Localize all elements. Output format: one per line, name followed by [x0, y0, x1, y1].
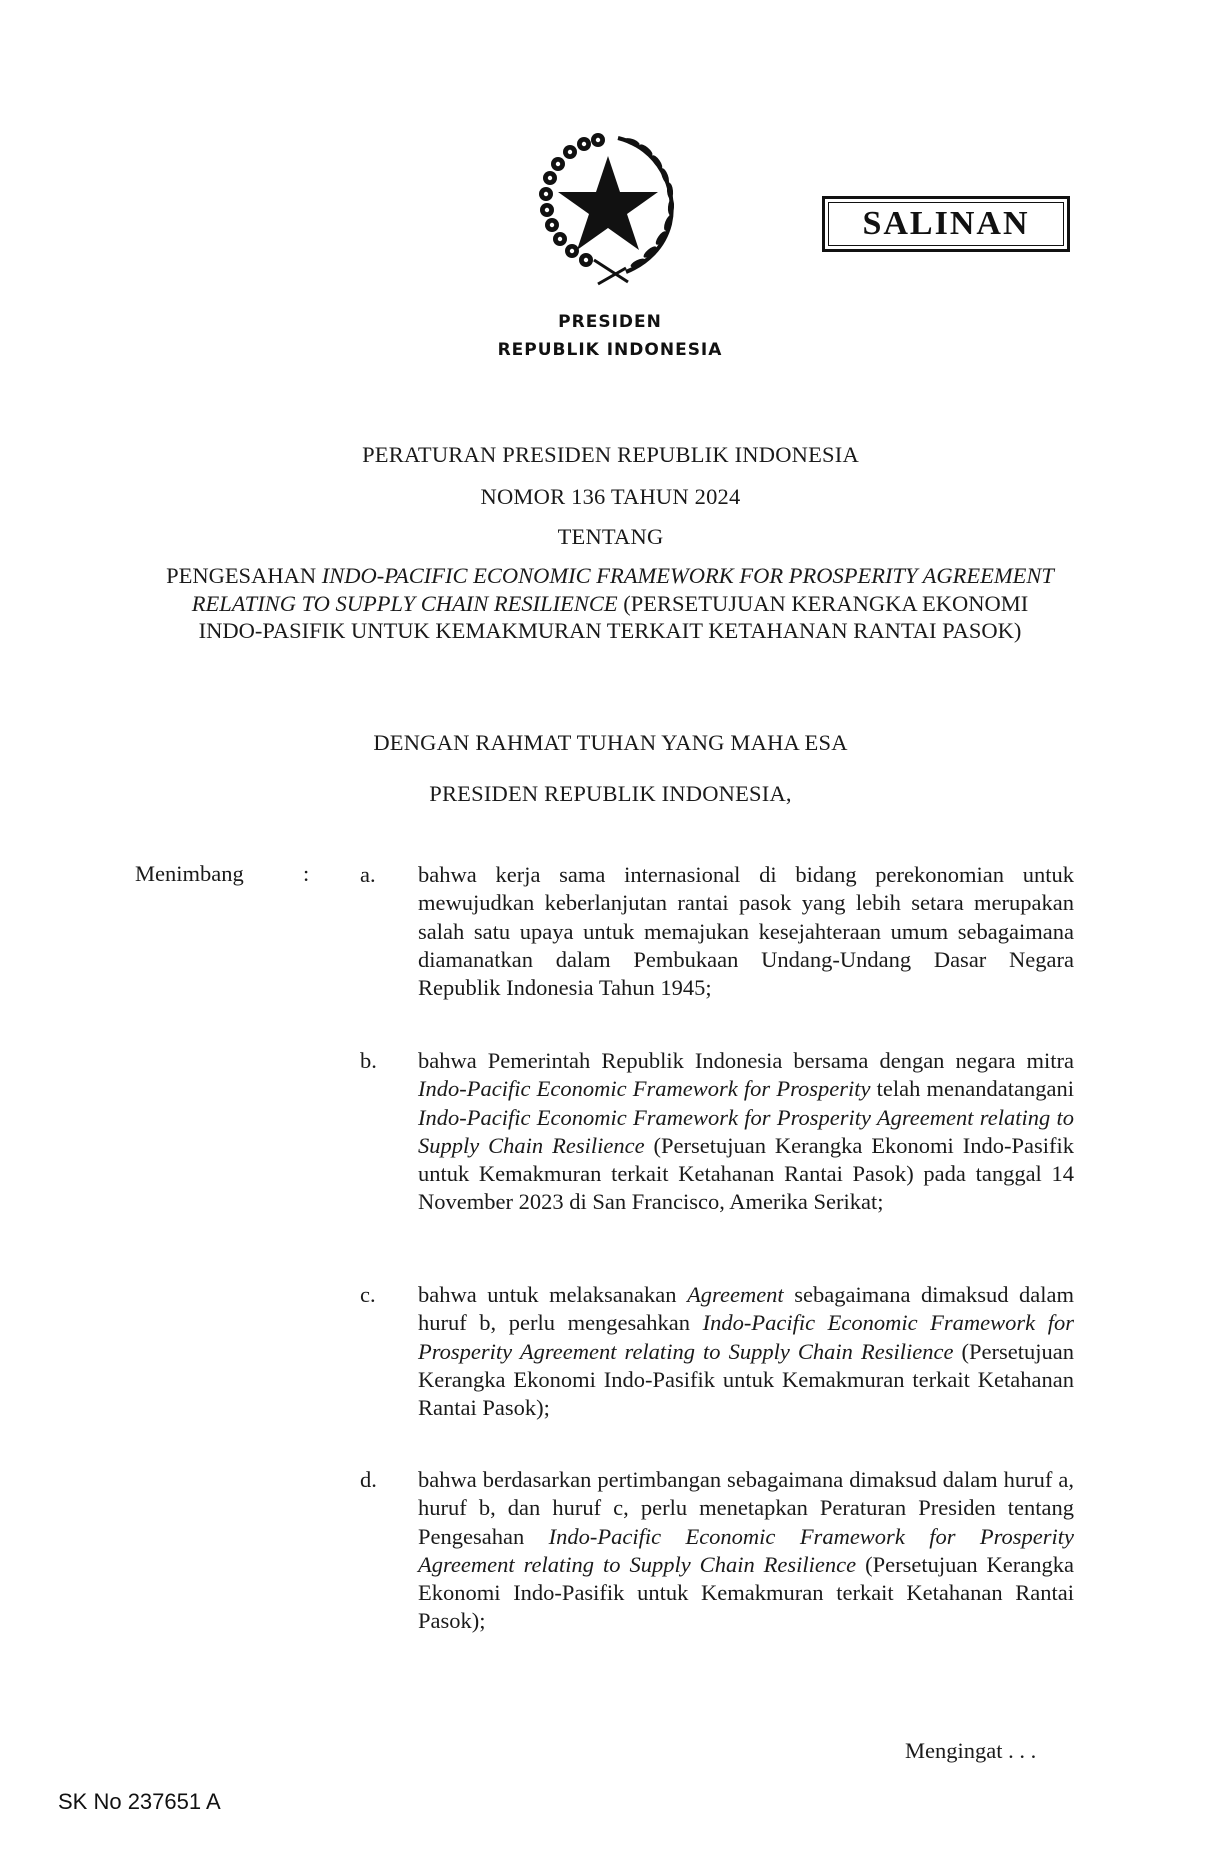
item-body	[418, 861, 1074, 1002]
menimbang-item-c	[360, 1281, 1074, 1422]
item-letter: b.	[360, 1048, 377, 1073]
text-run: (Persetujuan Kerangka Ekonomi Indo-Pasifik untuk Kemakmuran terkait Ketahanan Rantai Pasok);	[418, 1338, 1074, 1421]
title-prefix: PENGESAHAN	[166, 563, 322, 588]
item-letter: d.	[360, 1467, 377, 1492]
star-wreath-icon	[528, 128, 688, 288]
text-run: (Persetujuan Kerangka Ekonomi Indo-Pasifik untuk Kemakmuran terkait Ketahanan Rantai Pasok);	[418, 1551, 1074, 1634]
text-run: bahwa untuk melaksanakan	[418, 1282, 688, 1307]
menimbang-colon: :	[303, 861, 310, 886]
text-run: (Persetujuan Kerangka Ekonomi Indo-Pasifik untuk Kemakmuran terkait Ketahanan Rantai Pasok) pada tanggal 14 November 2023 di San Francisco, Amerika Serikat;	[418, 1132, 1074, 1215]
tentang-label: TENTANG	[557, 524, 664, 549]
text-run: bahwa berdasarkan pertimbangan sebagaimana dimaksud dalam huruf a, huruf b, dan huruf c, perlu menetapkan Peraturan Presiden tentang Pengesahan	[418, 1467, 1074, 1549]
text-run: bahwa kerja sama internasional di bidang perekonomian untuk mewujudkan keberlanjutan rantai pasok yang lebih setara merupakan salah satu upaya untuk memajukan kesejahteraan umum sebagaimana diamanatkan dalam Pembukaan Undang-Undang Dasar Negara Republik Indonesia Tahun 1945;	[418, 862, 1074, 1001]
italic-term: Indo-Pacific Economic Framework for Prosperity Agreement relating to Supply Chain Resilience	[418, 1104, 1074, 1158]
menimbang-label: Menimbang	[135, 861, 244, 886]
menimbang-item-d	[360, 1466, 1074, 1636]
title-suffix: (PERSETUJUAN KERANGKA EKONOMI INDO-PASIFIK UNTUK KEMAKMURAN TERKAIT KETAHANAN RANTAI PASOK)	[198, 590, 1029, 643]
italic-term: Agreement	[687, 1282, 784, 1307]
text-run: telah menandatangani	[870, 1076, 1074, 1102]
item-body	[418, 1047, 1074, 1217]
item-letter: a.	[360, 862, 376, 887]
menimbang-item-a	[360, 861, 1074, 1002]
italic-term: Indo-Pacific Economic Framework for Prosperity	[418, 1076, 871, 1102]
text-run: sebagaimana dimaksud dalam huruf b, perlu mengesahkan	[418, 1282, 1074, 1336]
italic-term: Indo-Pacific Economic Framework for Prosperity Agreement relating to Supply Chain Resilience	[418, 1523, 1074, 1577]
presidential-emblem-icon	[528, 128, 688, 288]
item-body	[418, 1466, 1074, 1636]
authority: PRESIDEN REPUBLIK INDONESIA,	[429, 781, 792, 806]
title-italic-english: INDO-PACIFIC ECONOMIC FRAMEWORK FOR PROSPERITY AGREEMENT RELATING TO SUPPLY CHAIN RESILIENCE	[191, 563, 1054, 616]
emblem-caption-presiden: PRESIDEN	[558, 312, 662, 332]
salinan-stamp: SALINAN	[822, 196, 1070, 252]
invocation: DENGAN RAHMAT TUHAN YANG MAHA ESA	[373, 730, 848, 755]
emblem-caption-republik: REPUBLIK INDONESIA	[497, 340, 723, 360]
regulation-type: PERATURAN PRESIDEN REPUBLIK INDONESIA	[362, 442, 859, 467]
regulation-title	[160, 562, 1060, 645]
document-code: SK No 237651 A	[58, 1789, 221, 1814]
item-body	[418, 1281, 1074, 1422]
regulation-number: NOMOR 136 TAHUN 2024	[480, 484, 741, 509]
next-page-continuation: Mengingat . . .	[905, 1738, 1037, 1763]
text-run: bahwa Pemerintah Republik Indonesia bersama dengan negara mitra	[418, 1048, 1074, 1073]
menimbang-item-b	[360, 1047, 1074, 1217]
italic-term: Indo-Pacific Economic Framework for Prosperity Agreement relating to Supply Chain Resilience	[418, 1310, 1075, 1364]
item-letter: c.	[360, 1282, 376, 1307]
